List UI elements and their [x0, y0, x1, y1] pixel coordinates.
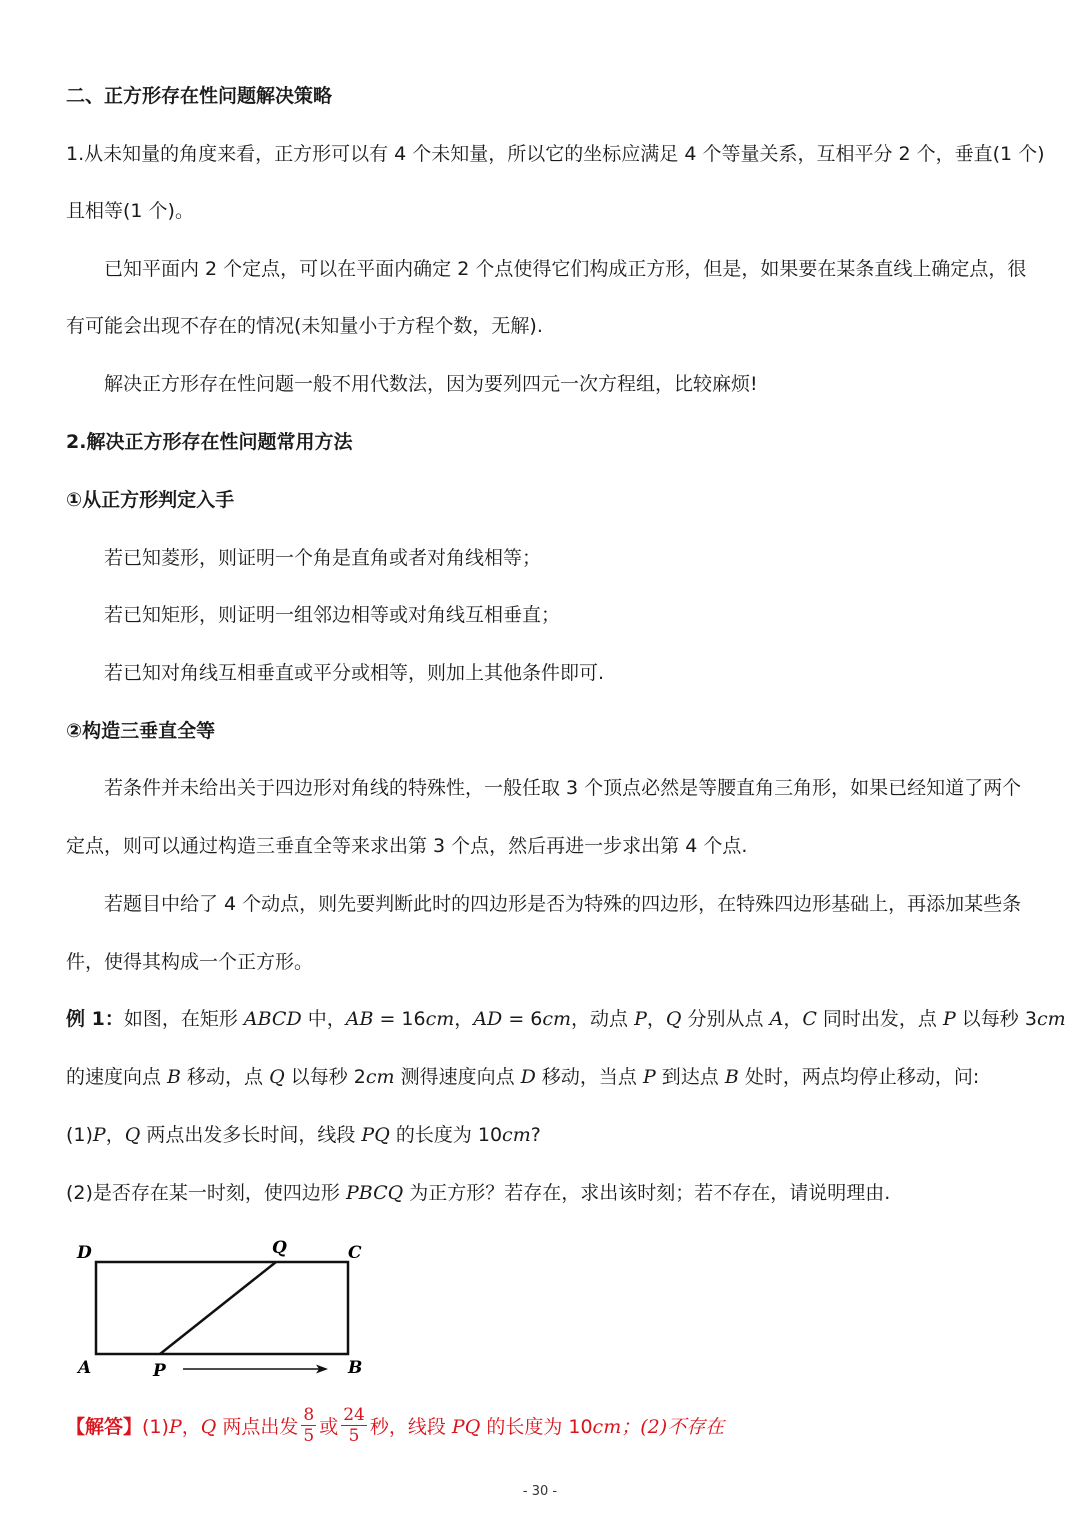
- method-1-item: 若已知矩形，则证明一组邻边相等或对角线互相垂直；: [104, 604, 561, 626]
- paragraph-3: 解决正方形存在性问题一般不用代数法，因为要列四元一次方程组，比较麻烦!: [104, 373, 758, 395]
- label-d: D: [77, 1243, 92, 1263]
- method-2-paragraph-1-line-1: 若条件并未给出关于四边形对角线的特殊性，一般任取 3 个顶点必然是等腰直角三角形，如果已经知道了两个: [104, 777, 1022, 799]
- label-c: C: [348, 1243, 362, 1263]
- fraction-24-5: $\frac{24}{5}$: [343, 1405, 365, 1446]
- segment-pq: [160, 1262, 276, 1354]
- method-2-paragraph-2-line-1: 若题目中给了 4 个动点，则先要判断此时的四边形是否为特殊的四边形，在特殊四边形基础上，再添加某些条: [104, 893, 1022, 915]
- method-2-paragraph-2-line-2: 件，使得其构成一个正方形。: [66, 951, 314, 973]
- label-a: A: [78, 1358, 92, 1378]
- method-1-item: 若已知菱形，则证明一个角是直角或者对角线相等；: [104, 547, 542, 569]
- method-2-paragraph-1-line-2: 定点，则可以通过构造三垂直全等来求出第 3 个点，然后再进一步求出第 4 个点.: [66, 835, 748, 857]
- rectangle-figure: [70, 1232, 380, 1384]
- question-2: (2)是否存在某一时刻，使四边形 PBCQ 为正方形？若存在，求出该时刻；若不存在，请说明理由.: [66, 1182, 891, 1204]
- section-title: 二、正方形存在性问题解决策略: [66, 85, 333, 107]
- label-p: P: [153, 1361, 166, 1381]
- answer-line: 【解答】(1)P，Q 两点出发 $\frac{8}{5}$ 或 $\frac{24}{5}$ 秒，线段 PQ 的长度为 10cm；(2)不存在: [66, 1405, 725, 1446]
- label-b: B: [348, 1358, 363, 1378]
- rectangle-abcd: [96, 1262, 348, 1354]
- method-1-title: ①从正方形判定入手: [66, 489, 235, 511]
- method-1-item: 若已知对角线互相垂直或平分或相等，则加上其他条件即可.: [104, 662, 605, 684]
- heading-methods: 2.解决正方形存在性问题常用方法: [66, 431, 353, 453]
- label-q: Q: [272, 1238, 287, 1258]
- paragraph-1-line-2: 且相等(1 个)。: [66, 200, 194, 222]
- paragraph-1-line-1: 1.从未知量的角度来看，正方形可以有 4 个未知量，所以它的坐标应满足 4 个等量关系，互相平分 2 个，垂直(1 个): [66, 143, 1045, 165]
- method-2-title: ②构造三垂直全等: [66, 720, 216, 742]
- question-1: (1)P，Q 两点出发多长时间，线段 PQ 的长度为 10cm?: [66, 1124, 541, 1146]
- fraction-8-5: $\frac{8}{5}$: [303, 1405, 315, 1446]
- page-number: - 30 -: [522, 1484, 558, 1499]
- paragraph-2-line-1: 已知平面内 2 个定点，可以在平面内确定 2 个点使得它们构成正方形，但是，如果要在某条直线上确定点，很: [104, 258, 1027, 280]
- paragraph-2-line-2: 有可能会出现不存在的情况(未知量小于方程个数，无解).: [66, 315, 543, 337]
- example-line-2: 的速度向点 B 移动，点 Q 以每秒 2cm 测得速度向点 D 移动，当点 P 到达点 B 处时，两点均停止移动，问:: [66, 1066, 980, 1088]
- example-line-1: 例 1：如图，在矩形 ABCD 中，AB = 16cm，AD = 6cm，动点 P，Q 分别从点 A，C 同时出发，点 P 以每秒 3cm: [66, 1008, 1066, 1030]
